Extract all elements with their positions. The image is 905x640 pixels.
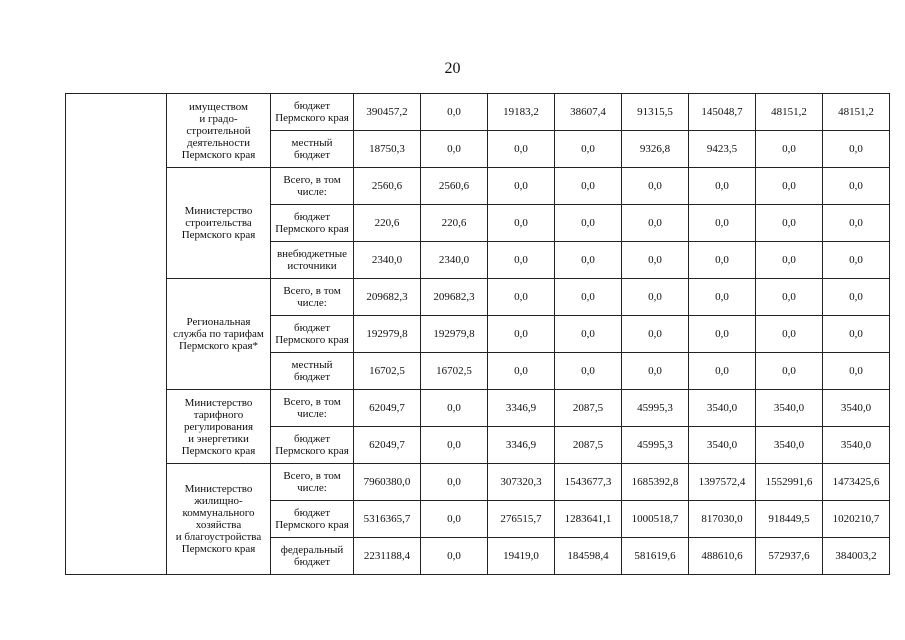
funding-source-cell: [271, 316, 354, 353]
value-cell: 3540,0: [823, 390, 890, 427]
value-cell: 0,0: [622, 279, 689, 316]
value-cell: 5316365,7: [354, 501, 421, 538]
value-cell: 0,0: [555, 205, 622, 242]
table-row: [66, 168, 890, 205]
budget-table-body: [66, 94, 890, 575]
value-cell: 0,0: [756, 168, 823, 205]
funding-source-cell: [271, 538, 354, 575]
value-cell: 2340,0: [421, 242, 488, 279]
value-cell: 0,0: [756, 279, 823, 316]
value-cell: 220,6: [421, 205, 488, 242]
value-cell: 2340,0: [354, 242, 421, 279]
funding-source-label: местный бюджет: [291, 137, 333, 161]
value-cell: 1473425,6: [823, 464, 890, 501]
organization-name: Региональная служба по тарифам Пермского края*: [173, 316, 264, 352]
funding-source-label: внебюджетные источники: [276, 248, 348, 272]
organization-name: Министерство тарифного регулирования и энергетики Пермского края: [181, 396, 256, 457]
value-cell: 7960380,0: [354, 464, 421, 501]
value-cell: 0,0: [756, 242, 823, 279]
value-cell: 3540,0: [689, 427, 756, 464]
organization-cell: [167, 279, 271, 390]
funding-source-cell: [271, 168, 354, 205]
value-cell: 48151,2: [823, 94, 890, 131]
value-cell: 0,0: [756, 205, 823, 242]
value-cell: 488610,6: [689, 538, 756, 575]
value-cell: 0,0: [622, 168, 689, 205]
value-cell: 0,0: [421, 501, 488, 538]
value-cell: 3540,0: [756, 427, 823, 464]
funding-source-label: бюджет Пермского края: [275, 211, 349, 235]
value-cell: 1552991,6: [756, 464, 823, 501]
value-cell: 3346,9: [488, 427, 555, 464]
value-cell: 276515,7: [488, 501, 555, 538]
value-cell: 0,0: [488, 279, 555, 316]
value-cell: 1397572,4: [689, 464, 756, 501]
funding-source-label: бюджет Пермского края: [275, 433, 349, 457]
table-row: [66, 94, 890, 131]
value-cell: 62049,7: [354, 390, 421, 427]
value-cell: 1020210,7: [823, 501, 890, 538]
blank-column-cell: [66, 94, 167, 575]
value-cell: 0,0: [756, 131, 823, 168]
value-cell: 3346,9: [488, 390, 555, 427]
value-cell: 581619,6: [622, 538, 689, 575]
value-cell: 45995,3: [622, 427, 689, 464]
value-cell: 2560,6: [354, 168, 421, 205]
value-cell: 390457,2: [354, 94, 421, 131]
value-cell: 192979,8: [354, 316, 421, 353]
value-cell: 0,0: [689, 316, 756, 353]
value-cell: 18750,3: [354, 131, 421, 168]
value-cell: 384003,2: [823, 538, 890, 575]
value-cell: 0,0: [488, 353, 555, 390]
funding-source-label: Всего, в том числе:: [283, 174, 341, 198]
value-cell: 0,0: [622, 353, 689, 390]
value-cell: 307320,3: [488, 464, 555, 501]
funding-source-cell: [271, 427, 354, 464]
value-cell: 192979,8: [421, 316, 488, 353]
funding-source-label: местный бюджет: [291, 359, 333, 383]
value-cell: 0,0: [421, 538, 488, 575]
value-cell: 0,0: [488, 168, 555, 205]
value-cell: 19419,0: [488, 538, 555, 575]
value-cell: 0,0: [823, 205, 890, 242]
value-cell: 0,0: [823, 279, 890, 316]
funding-source-cell: [271, 131, 354, 168]
value-cell: 16702,5: [421, 353, 488, 390]
value-cell: 2087,5: [555, 427, 622, 464]
value-cell: 0,0: [421, 464, 488, 501]
value-cell: 2560,6: [421, 168, 488, 205]
value-cell: 9423,5: [689, 131, 756, 168]
value-cell: 0,0: [689, 242, 756, 279]
organization-cell: [167, 94, 271, 168]
value-cell: 3540,0: [689, 390, 756, 427]
value-cell: 2231188,4: [354, 538, 421, 575]
funding-source-label: Всего, в том числе:: [283, 396, 341, 420]
value-cell: 0,0: [689, 353, 756, 390]
organization-name: Министерство строительства Пермского края: [181, 205, 256, 241]
organization-name: имуществом и градо- строительной деятельности Пермского края: [181, 100, 256, 161]
funding-source-cell: [271, 464, 354, 501]
value-cell: 0,0: [421, 427, 488, 464]
funding-source-cell: [271, 205, 354, 242]
value-cell: 0,0: [756, 316, 823, 353]
value-cell: 0,0: [555, 353, 622, 390]
funding-source-cell: [271, 279, 354, 316]
value-cell: 0,0: [689, 168, 756, 205]
funding-source-cell: [271, 94, 354, 131]
value-cell: 2087,5: [555, 390, 622, 427]
value-cell: 0,0: [622, 205, 689, 242]
value-cell: 3540,0: [756, 390, 823, 427]
value-cell: 0,0: [823, 316, 890, 353]
value-cell: 0,0: [823, 242, 890, 279]
value-cell: 1000518,7: [622, 501, 689, 538]
value-cell: 0,0: [689, 279, 756, 316]
table-row: [66, 390, 890, 427]
funding-source-cell: [271, 390, 354, 427]
value-cell: 0,0: [689, 205, 756, 242]
value-cell: 0,0: [555, 279, 622, 316]
value-cell: 0,0: [622, 242, 689, 279]
value-cell: 0,0: [555, 242, 622, 279]
value-cell: 0,0: [756, 353, 823, 390]
organization-cell: [167, 168, 271, 279]
table-row: [66, 279, 890, 316]
table-row: [66, 464, 890, 501]
value-cell: 184598,4: [555, 538, 622, 575]
funding-source-label: бюджет Пермского края: [275, 322, 349, 346]
funding-source-cell: [271, 353, 354, 390]
value-cell: 38607,4: [555, 94, 622, 131]
funding-source-cell: [271, 242, 354, 279]
value-cell: 0,0: [488, 316, 555, 353]
value-cell: 209682,3: [421, 279, 488, 316]
value-cell: 0,0: [488, 242, 555, 279]
value-cell: 572937,6: [756, 538, 823, 575]
value-cell: 0,0: [421, 131, 488, 168]
value-cell: 0,0: [488, 205, 555, 242]
value-cell: 0,0: [421, 94, 488, 131]
organization-cell: [167, 464, 271, 575]
budget-table: [65, 93, 890, 575]
value-cell: 62049,7: [354, 427, 421, 464]
value-cell: 16702,5: [354, 353, 421, 390]
value-cell: 817030,0: [689, 501, 756, 538]
value-cell: 1543677,3: [555, 464, 622, 501]
value-cell: 9326,8: [622, 131, 689, 168]
value-cell: 0,0: [823, 168, 890, 205]
organization-cell: [167, 390, 271, 464]
value-cell: 0,0: [555, 168, 622, 205]
value-cell: 0,0: [823, 353, 890, 390]
value-cell: 0,0: [555, 316, 622, 353]
value-cell: 1283641,1: [555, 501, 622, 538]
value-cell: 0,0: [622, 316, 689, 353]
funding-source-label: Всего, в том числе:: [283, 285, 341, 309]
value-cell: 209682,3: [354, 279, 421, 316]
funding-source-label: федеральный бюджет: [280, 544, 344, 568]
value-cell: 0,0: [555, 131, 622, 168]
funding-source-cell: [271, 501, 354, 538]
value-cell: 45995,3: [622, 390, 689, 427]
funding-source-label: бюджет Пермского края: [275, 100, 349, 124]
page-number: 20: [444, 60, 461, 77]
value-cell: 145048,7: [689, 94, 756, 131]
organization-name: Министерство жилищно- коммунального хозяйства и благоустройства Пермского края: [175, 483, 262, 555]
funding-source-label: бюджет Пермского края: [275, 507, 349, 531]
value-cell: 3540,0: [823, 427, 890, 464]
funding-source-label: Всего, в том числе:: [283, 470, 341, 494]
value-cell: 0,0: [488, 131, 555, 168]
value-cell: 48151,2: [756, 94, 823, 131]
value-cell: 0,0: [823, 131, 890, 168]
value-cell: 918449,5: [756, 501, 823, 538]
value-cell: 91315,5: [622, 94, 689, 131]
value-cell: 19183,2: [488, 94, 555, 131]
value-cell: 220,6: [354, 205, 421, 242]
value-cell: 1685392,8: [622, 464, 689, 501]
value-cell: 0,0: [421, 390, 488, 427]
